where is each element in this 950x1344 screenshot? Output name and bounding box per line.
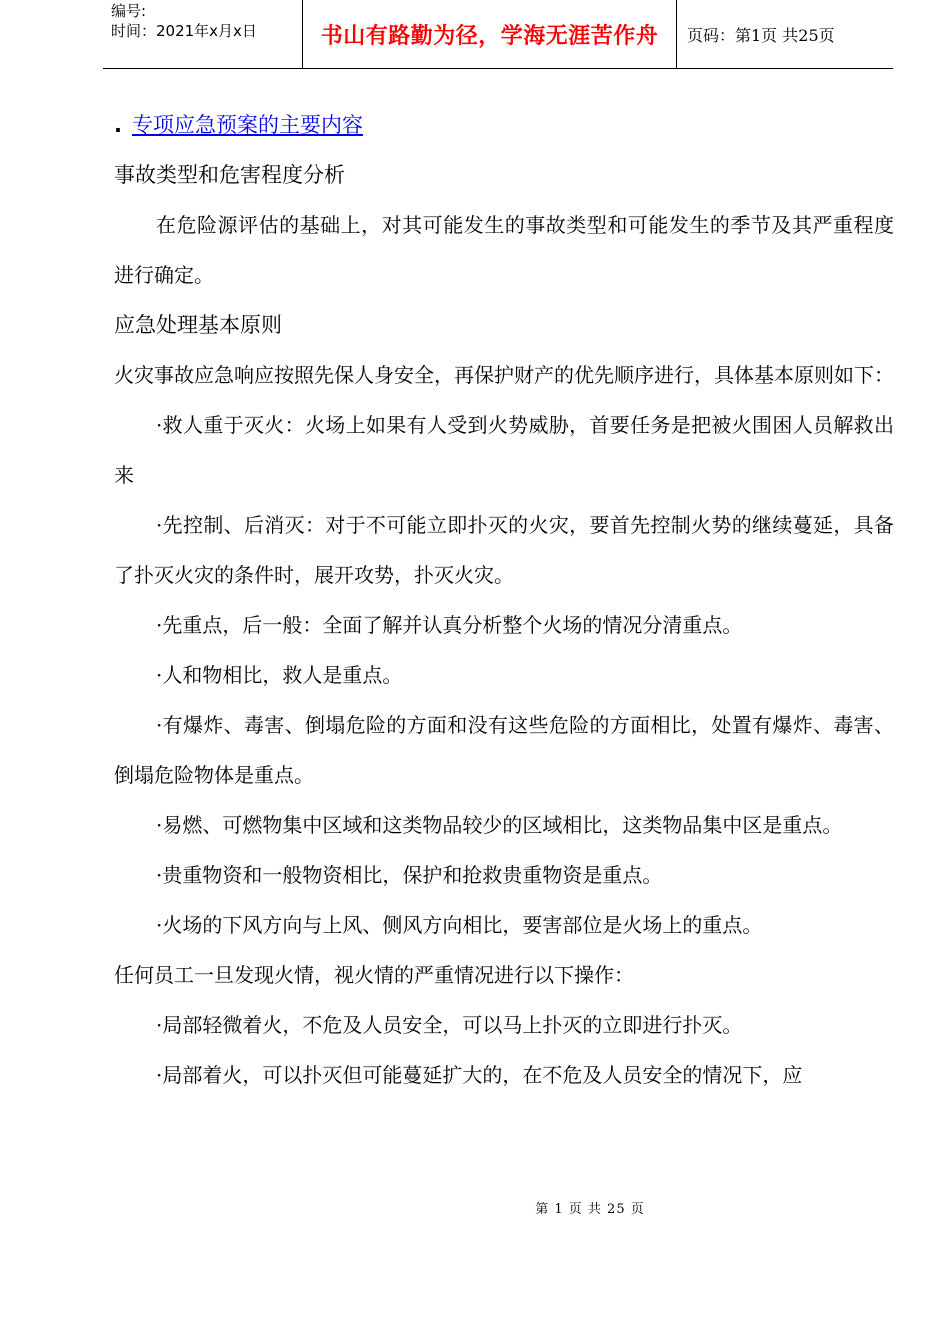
header-meta: [103, 0, 303, 68]
section-link[interactable]: 专项应急预案的主要内容: [131, 113, 363, 137]
section-title-accident-types: 事故类型和危害程度分析: [114, 163, 345, 187]
document-body: [114, 100, 894, 1100]
page-footer: [0, 1198, 950, 1217]
header-page-info: 页码：第1页 共25页: [687, 25, 835, 45]
principle-item: ·人和物相比，救人是重点。: [156, 663, 403, 687]
header-motto: 书山有路勤为径，学海无涯苦作舟: [303, 0, 677, 68]
principle-item: ·有爆炸、毒害、倒塌危险的方面和没有这些危险的方面相比，处置有爆炸、毒害、倒塌危险物体是重点。: [114, 713, 894, 787]
paragraph-principles-intro: 火灾事故应急响应按照先保人身安全，再保护财产的优先顺序进行，具体基本原则如下：: [114, 363, 894, 387]
paragraph-accident-types: 在危险源评估的基础上，对其可能发生的事故类型和可能发生的季节及其严重程度进行确定。: [114, 213, 894, 287]
principle-item: ·救人重于灭火：火场上如果有人受到火势威胁，首要任务是把被火围困人员解救出来: [114, 413, 894, 487]
section-title-principles: 应急处理基本原则: [114, 313, 282, 337]
principle-item: ·先重点，后一般：全面了解并认真分析整个火场的情况分清重点。: [156, 613, 743, 637]
number-label: 编号:: [111, 2, 147, 20]
action-item: ·局部轻微着火，不危及人员安全，可以马上扑灭的立即进行扑灭。: [156, 1013, 743, 1037]
footer-page-number: 第 1 页 共 25 页: [535, 1202, 645, 1217]
principle-item: ·先控制、后消灭：对于不可能立即扑灭的火灾，要首先控制火势的继续蔓延，具备了扑灭火灾的条件时，展开攻势，扑灭火灾。: [114, 513, 894, 587]
action-item: ·局部着火，可以扑灭但可能蔓延扩大的，在不危及人员安全的情况下，应: [156, 1063, 803, 1087]
toc-heading: [114, 100, 894, 150]
page-header: [103, 0, 893, 69]
heading-bullet: .: [114, 113, 122, 137]
time-label: 时间：2021年x月x日: [111, 22, 257, 40]
principle-item: ·贵重物资和一般物资相比，保护和抢救贵重物资是重点。: [156, 863, 663, 887]
paragraph-employee-intro: 任何员工一旦发现火情，视火情的严重情况进行以下操作：: [114, 963, 634, 987]
principle-item: ·火场的下风方向与上风、侧风方向相比，要害部位是火场上的重点。: [156, 913, 763, 937]
principle-item: ·易燃、可燃物集中区域和这类物品较少的区域相比，这类物品集中区是重点。: [156, 813, 843, 837]
